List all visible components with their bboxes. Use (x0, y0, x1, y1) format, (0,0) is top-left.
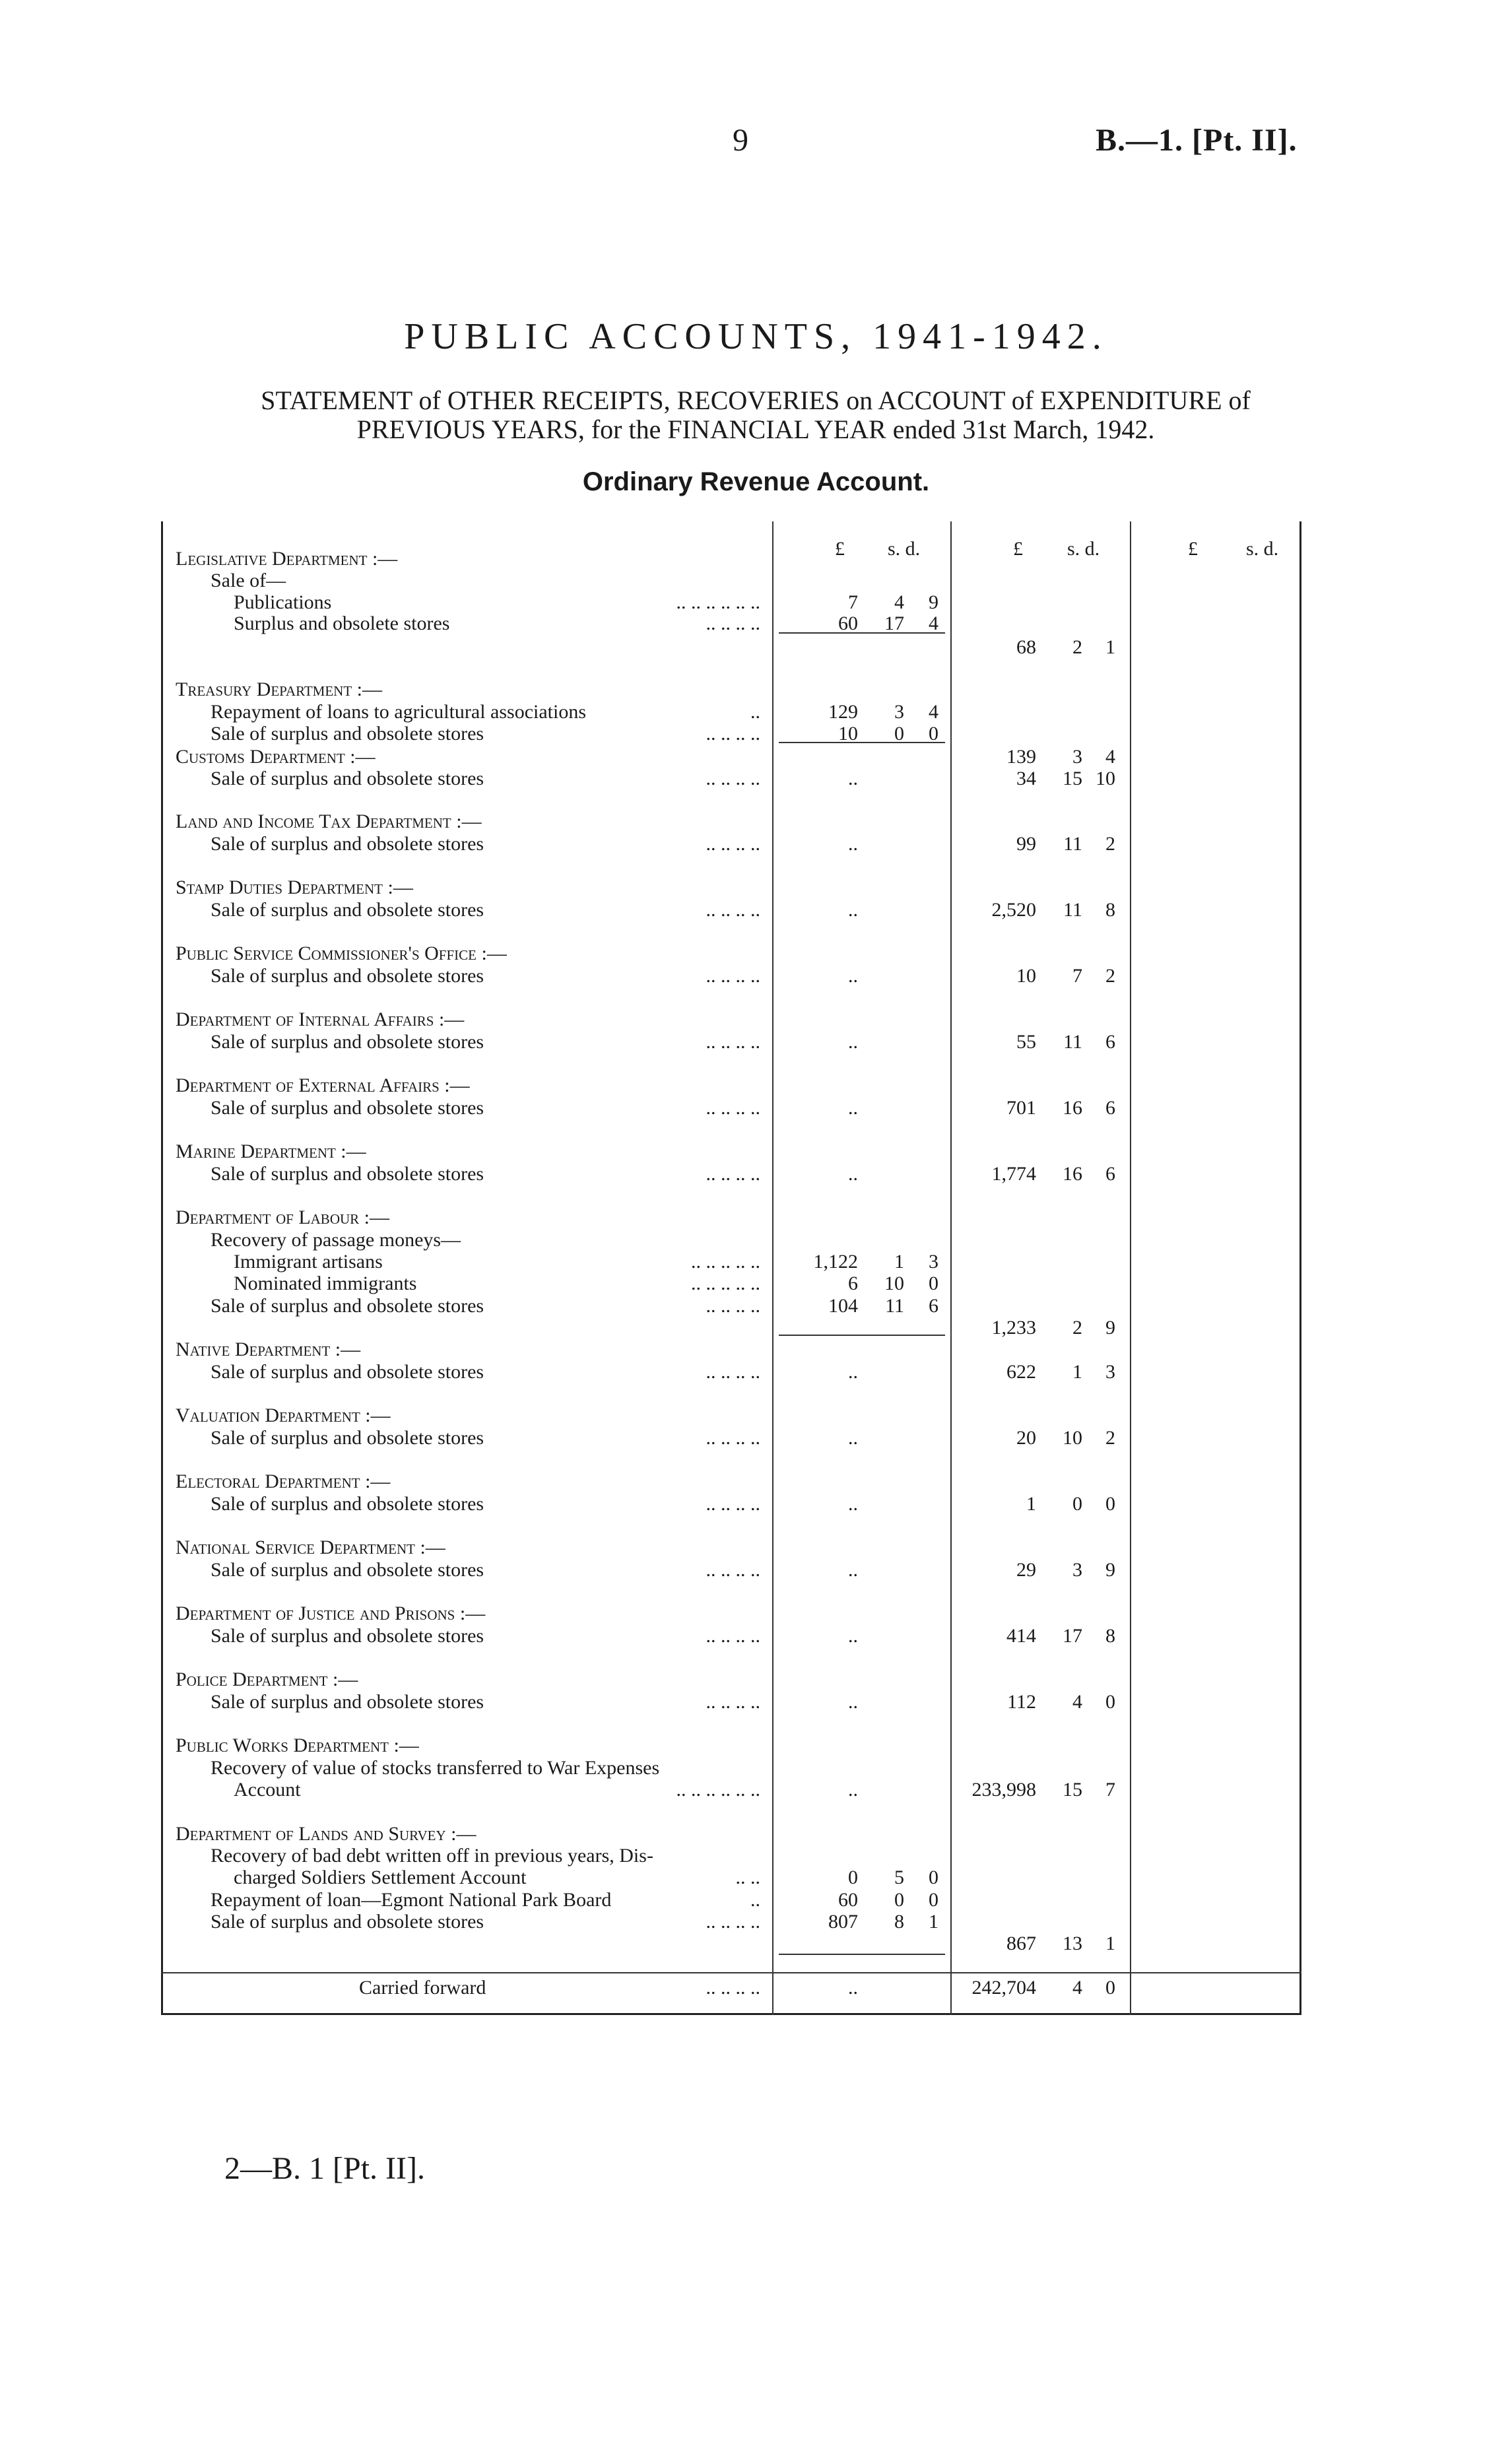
c2-shillings-value: 7 (1072, 965, 1082, 987)
row-label: Repayment of loans to agricultural associations (211, 701, 587, 723)
leader-dots: .. (750, 701, 760, 723)
leader-dots: .. .. .. .. .. .. (676, 1779, 760, 1801)
rule-line (779, 1335, 945, 1336)
row-label: Sale of surplus and obsolete stores (211, 1097, 484, 1119)
c1-shillings-value: 1 (894, 1251, 904, 1273)
column-leader-dots: .. (848, 1625, 858, 1647)
row-label: charged Soldiers Settlement Account (234, 1867, 527, 1888)
column-leader-dots: .. (848, 1361, 858, 1383)
department-row (0, 1669, 1512, 1690)
row-label: Sale of surplus and obsolete stores (211, 1559, 484, 1581)
c2-pence-value: 9 (1105, 1317, 1115, 1339)
c1-shillings-value: 0 (894, 1889, 904, 1911)
department-row (0, 1735, 1512, 1756)
department-row (0, 1405, 1512, 1426)
table-row (0, 701, 1512, 723)
account-heading: Ordinary Revenue Account. (582, 467, 930, 496)
c2-pounds-value: 2,520 (991, 899, 1036, 921)
c1-shillings-value: 0 (894, 723, 904, 744)
c2-pence-value: 8 (1105, 1625, 1115, 1647)
c1-shillings-value: 10 (884, 1273, 904, 1294)
c2-pence-value: 3 (1105, 1361, 1115, 1383)
table-row (0, 1251, 1512, 1273)
c2-pence-value: 1 (1105, 1933, 1115, 1954)
table-row (0, 1295, 1512, 1317)
row-label: Sale of surplus and obsolete stores (211, 723, 484, 744)
c2-pence-value: 9 (1105, 1559, 1115, 1581)
department-row (0, 1075, 1512, 1096)
c2-shillings-value: 11 (1063, 1031, 1082, 1053)
c2-pence-value: 7 (1105, 1779, 1115, 1801)
c1-shillings-value: 4 (894, 591, 904, 613)
c2-pounds-value: 1,774 (991, 1163, 1036, 1185)
column-leader-dots: .. (848, 1779, 858, 1801)
department-row (0, 1207, 1512, 1228)
col2-pounds-header: £ (1013, 538, 1023, 560)
c2-shillings-value: 15 (1063, 1779, 1082, 1801)
table-row (0, 1559, 1512, 1581)
row-label: Carried forward (359, 1977, 486, 1999)
department-name: Land and Income Tax Department :— (176, 810, 482, 832)
table-row (0, 723, 1512, 744)
c1-pounds-value: 104 (828, 1295, 858, 1317)
leader-dots: .. .. .. .. (706, 723, 760, 744)
leader-dots: .. .. .. .. (706, 833, 760, 855)
table-row (0, 1625, 1512, 1647)
table-row (0, 1779, 1512, 1801)
row-label: Surplus and obsolete stores (234, 612, 450, 634)
col1-sd-header: s. d. (888, 538, 921, 560)
row-label: Sale of surplus and obsolete stores (211, 1163, 484, 1185)
table-row (0, 768, 1512, 789)
c2-pence-value: 6 (1105, 1031, 1115, 1053)
table-row (0, 1097, 1512, 1119)
table-row (0, 1845, 1512, 1867)
c2-shillings-value: 11 (1063, 899, 1082, 921)
column-leader-dots: .. (848, 1427, 858, 1449)
column-leader-dots: .. (848, 1691, 858, 1713)
c2-pounds-value: 112 (1007, 1691, 1036, 1713)
department-name: Department of Internal Affairs :— (176, 1009, 465, 1030)
table-row (0, 1757, 1512, 1779)
table-row (0, 1427, 1512, 1449)
report-reference: B.—1. [Pt. II]. (1096, 123, 1298, 158)
department-name: Electoral Department :— (176, 1471, 391, 1492)
table-row (0, 899, 1512, 921)
department-name: Department of Justice and Prisons :— (176, 1603, 486, 1624)
table-row (0, 833, 1512, 855)
c2-shillings-value: 15 (1063, 768, 1082, 789)
rule-line (779, 742, 945, 743)
row-label: Repayment of loan—Egmont National Park Board (211, 1889, 612, 1911)
department-name: Customs Department :— (176, 746, 376, 768)
leader-dots: .. .. .. .. (706, 1977, 760, 1999)
leader-dots: .. .. .. .. (706, 1097, 760, 1119)
leader-dots: .. .. .. .. (706, 612, 760, 634)
column-leader-dots: .. (848, 1031, 858, 1053)
c2-pence-value: 4 (1105, 746, 1115, 768)
row-label: Sale of surplus and obsolete stores (211, 1361, 484, 1383)
subtotal-row (0, 1317, 1512, 1339)
table-row (0, 1163, 1512, 1185)
table-row (0, 1031, 1512, 1053)
department-row (0, 943, 1512, 964)
row-label: Sale of surplus and obsolete stores (211, 1625, 484, 1647)
document-title: PUBLIC ACCOUNTS, 1941-1942. (404, 316, 1108, 357)
c1-pence-value: 6 (929, 1295, 938, 1317)
c2-pounds-value: 29 (1016, 1559, 1036, 1581)
row-label: Sale of surplus and obsolete stores (211, 833, 484, 855)
c2-pounds-value: 622 (1006, 1361, 1036, 1383)
c2-shillings-value: 3 (1072, 1559, 1082, 1581)
subtotal-row (0, 636, 1512, 658)
table-row (0, 1911, 1512, 1933)
rule-line (161, 1972, 1301, 1973)
row-label: Recovery of value of stocks transferred to War Expenses (211, 1757, 660, 1779)
column-leader-dots: .. (848, 899, 858, 921)
leader-dots: .. .. .. .. .. (691, 1251, 760, 1273)
department-name: Department of Lands and Survey :— (176, 1823, 477, 1845)
col3-sd-header: s. d. (1246, 538, 1279, 560)
c2-shillings-value: 2 (1072, 636, 1082, 658)
leader-dots: .. .. .. .. (706, 1295, 760, 1317)
leader-dots: .. .. .. .. .. .. (676, 591, 760, 613)
department-name: Marine Department :— (176, 1141, 366, 1162)
c2-pounds-value: 55 (1016, 1031, 1036, 1053)
department-row (0, 746, 1512, 768)
statement-subtitle (158, 386, 1353, 444)
c1-pence-value: 4 (929, 612, 938, 634)
leader-dots: .. .. .. .. (706, 1911, 760, 1933)
c1-pounds-value: 1,122 (813, 1251, 858, 1273)
c2-pounds-value: 1 (1026, 1493, 1036, 1515)
department-name: Treasury Department :— (176, 678, 382, 700)
c1-pounds-value: 60 (838, 612, 858, 634)
leader-dots: .. .. .. .. (706, 1625, 760, 1647)
column-leader-dots: .. (848, 1097, 858, 1119)
table-row (0, 570, 1512, 591)
c2-pounds-value: 242,704 (971, 1977, 1036, 1999)
c2-pence-value: 1 (1105, 636, 1115, 658)
leader-dots: .. .. .. .. (706, 965, 760, 987)
department-row (0, 678, 1512, 700)
table-row (0, 1691, 1512, 1713)
subtotal-row (0, 1933, 1512, 1954)
table-row (0, 1889, 1512, 1911)
c2-pounds-value: 34 (1016, 768, 1036, 789)
row-label: Sale of surplus and obsolete stores (211, 768, 484, 789)
c1-pence-value: 0 (929, 1867, 938, 1888)
c2-pounds-value: 10 (1016, 965, 1036, 987)
table-row (0, 1273, 1512, 1294)
department-row (0, 1823, 1512, 1845)
department-name: Stamp Duties Department :— (176, 877, 413, 898)
c2-shillings-value: 17 (1063, 1625, 1082, 1647)
c2-shillings-value: 16 (1063, 1097, 1082, 1119)
c2-pence-value: 6 (1105, 1097, 1115, 1119)
c2-shillings-value: 0 (1072, 1493, 1082, 1515)
department-row (0, 877, 1512, 898)
department-row (0, 1141, 1512, 1162)
department-row (0, 548, 1512, 570)
c1-pence-value: 1 (929, 1911, 938, 1933)
table-row (0, 591, 1512, 613)
c1-shillings-value: 17 (884, 612, 904, 634)
row-label: Sale of surplus and obsolete stores (211, 965, 484, 987)
row-label: Sale of surplus and obsolete stores (211, 1295, 484, 1317)
c2-pence-value: 0 (1105, 1493, 1115, 1515)
table-row (0, 1867, 1512, 1888)
row-label: Sale of surplus and obsolete stores (211, 899, 484, 921)
department-name: Legislative Department :— (176, 548, 398, 570)
department-name: National Service Department :— (176, 1537, 445, 1558)
c2-pounds-value: 99 (1016, 833, 1036, 855)
row-label: Sale of— (211, 570, 286, 591)
c1-shillings-value: 3 (894, 701, 904, 723)
table-row (0, 965, 1512, 987)
department-row (0, 1471, 1512, 1492)
column-leader-dots: .. (848, 833, 858, 855)
leader-dots: .. .. .. .. (706, 899, 760, 921)
leader-dots: .. .. .. .. (706, 768, 760, 789)
department-row (0, 1009, 1512, 1030)
department-row (0, 810, 1512, 832)
row-label: Sale of surplus and obsolete stores (211, 1031, 484, 1053)
c2-pounds-value: 701 (1006, 1097, 1036, 1119)
c2-pounds-value: 867 (1006, 1933, 1036, 1954)
c2-pounds-value: 139 (1006, 746, 1036, 768)
c1-pounds-value: 807 (828, 1911, 858, 1933)
c2-pounds-value: 68 (1016, 636, 1036, 658)
department-name: Department of External Affairs :— (176, 1075, 470, 1096)
c1-pence-value: 0 (929, 1273, 938, 1294)
c2-pence-value: 0 (1105, 1977, 1115, 1999)
c2-shillings-value: 3 (1072, 746, 1082, 768)
c1-pounds-value: 6 (848, 1273, 858, 1294)
c2-shillings-value: 13 (1063, 1933, 1082, 1954)
leader-dots: .. .. .. .. (706, 1427, 760, 1449)
department-row (0, 1537, 1512, 1558)
c2-shillings-value: 11 (1063, 833, 1082, 855)
c1-shillings-value: 8 (894, 1911, 904, 1933)
row-label: Sale of surplus and obsolete stores (211, 1427, 484, 1449)
leader-dots: .. .. .. .. (706, 1163, 760, 1185)
row-label: Publications (234, 591, 332, 613)
footer-code: 2—B. 1 [Pt. II]. (224, 2151, 425, 2186)
c2-shillings-value: 16 (1063, 1163, 1082, 1185)
c2-pence-value: 2 (1105, 965, 1115, 987)
table-row (0, 1361, 1512, 1383)
table-row (0, 612, 1512, 634)
c1-pounds-value: 129 (828, 701, 858, 723)
c2-pence-value: 2 (1105, 1427, 1115, 1449)
c2-pounds-value: 20 (1016, 1427, 1036, 1449)
c1-pounds-value: 0 (848, 1867, 858, 1888)
column-leader-dots: .. (848, 1493, 858, 1515)
c2-pounds-value: 233,998 (971, 1779, 1036, 1801)
leader-dots: .. .. .. .. (706, 1493, 760, 1515)
rule-line (779, 632, 945, 634)
department-name: Public Service Commissioner's Office :— (176, 943, 507, 964)
c2-pounds-value: 1,233 (991, 1317, 1036, 1339)
row-label: Sale of surplus and obsolete stores (211, 1691, 484, 1713)
row-label: Sale of surplus and obsolete stores (211, 1911, 484, 1933)
leader-dots: .. .. .. .. (706, 1361, 760, 1383)
carried-forward-row (0, 1977, 1512, 1999)
c2-pence-value: 0 (1105, 1691, 1115, 1713)
row-label: Sale of surplus and obsolete stores (211, 1493, 484, 1515)
leader-dots: .. (750, 1889, 760, 1911)
c2-pence-value: 8 (1105, 899, 1115, 921)
column-leader-dots: .. (848, 965, 858, 987)
leader-dots: .. .. .. .. (706, 1691, 760, 1713)
department-name: Department of Labour :— (176, 1207, 389, 1228)
c2-shillings-value: 4 (1072, 1691, 1082, 1713)
c1-pence-value: 9 (929, 591, 938, 613)
department-name: Public Works Department :— (176, 1735, 419, 1756)
row-label: Immigrant artisans (234, 1251, 383, 1273)
row-label: Account (234, 1779, 301, 1801)
c2-shillings-value: 4 (1072, 1977, 1082, 1999)
row-label: Recovery of passage moneys— (211, 1229, 461, 1251)
table-row (0, 1493, 1512, 1515)
leader-dots: .. .. .. .. (706, 1031, 760, 1053)
column-leader-dots: .. (848, 768, 858, 789)
c1-shillings-value: 11 (885, 1295, 904, 1317)
col2-sd-header: s. d. (1067, 538, 1100, 560)
department-row (0, 1603, 1512, 1624)
department-name: Native Department :— (176, 1339, 361, 1360)
subtitle-line-2: PREVIOUS YEARS, for the FINANCIAL YEAR ended 31st March, 1942. (356, 414, 1155, 444)
row-label: Recovery of bad debt written off in previous years, Dis- (211, 1845, 653, 1867)
column-leader-dots: .. (848, 1559, 858, 1581)
c1-pence-value: 4 (929, 701, 938, 723)
c2-pence-value: 10 (1096, 768, 1115, 789)
c1-shillings-value: 5 (894, 1867, 904, 1888)
column-leader-dots: .. (848, 1163, 858, 1185)
column-leader-dots: .. (848, 1977, 858, 1999)
row-label: Nominated immigrants (234, 1273, 417, 1294)
c1-pounds-value: 10 (838, 723, 858, 744)
c1-pence-value: 3 (929, 1251, 938, 1273)
page-number: 9 (733, 123, 748, 158)
c1-pence-value: 0 (929, 1889, 938, 1911)
c1-pounds-value: 7 (848, 591, 858, 613)
col1-pounds-header: £ (835, 538, 845, 560)
c2-pounds-value: 414 (1006, 1625, 1036, 1647)
subtitle-line-1: STATEMENT of OTHER RECEIPTS, RECOVERIES on ACCOUNT of EXPENDITURE of (261, 385, 1251, 415)
c1-pence-value: 0 (929, 723, 938, 744)
leader-dots: .. .. (735, 1867, 760, 1888)
c2-shillings-value: 10 (1063, 1427, 1082, 1449)
rule-line (779, 1954, 945, 1955)
col3-pounds-header: £ (1188, 538, 1198, 560)
leader-dots: .. .. .. .. (706, 1559, 760, 1581)
leader-dots: .. .. .. .. .. (691, 1273, 760, 1294)
c2-shillings-value: 2 (1072, 1317, 1082, 1339)
department-name: Valuation Department :— (176, 1405, 391, 1426)
department-row (0, 1339, 1512, 1360)
c2-pence-value: 6 (1105, 1163, 1115, 1185)
c2-shillings-value: 1 (1072, 1361, 1082, 1383)
table-row (0, 1229, 1512, 1251)
department-name: Police Department :— (176, 1669, 358, 1690)
c1-pounds-value: 60 (838, 1889, 858, 1911)
c2-pence-value: 2 (1105, 833, 1115, 855)
